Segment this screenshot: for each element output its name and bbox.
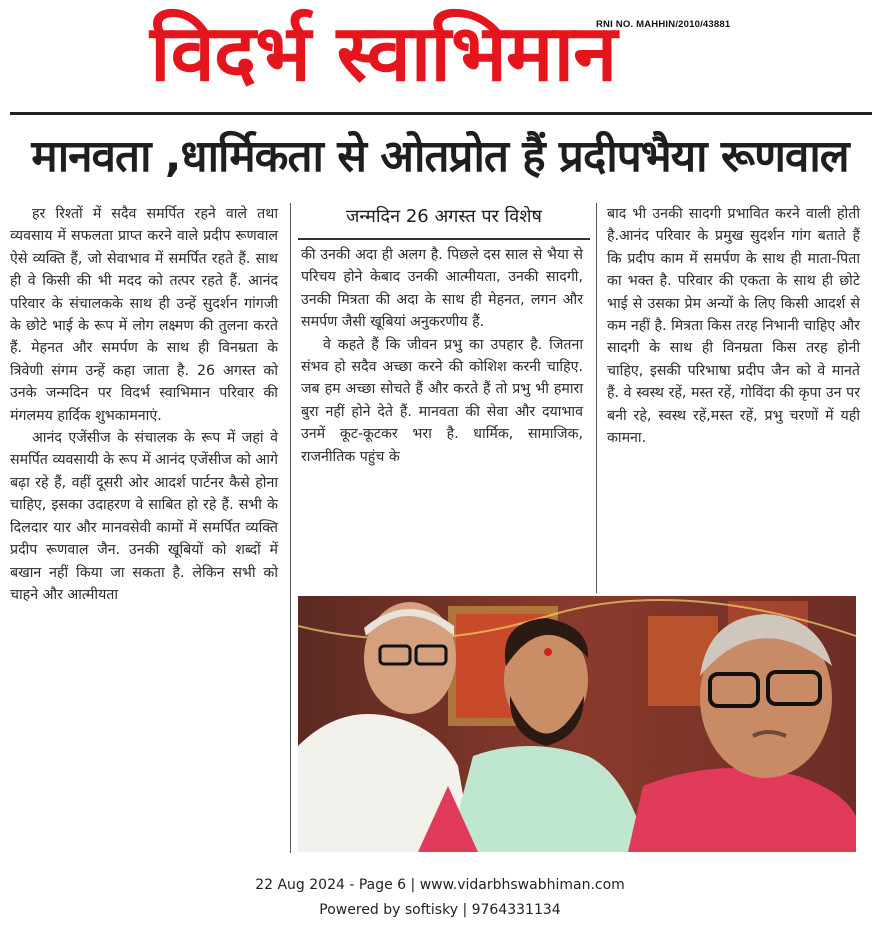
masthead: [0, 0, 880, 112]
article-column-3: [607, 203, 860, 449]
footer-line-2: Powered by softisky | 9764331134: [319, 902, 561, 918]
column-divider: [596, 203, 597, 593]
column-divider: [290, 203, 291, 853]
rni-number: RNI NO. MAHHIN/2010/43881: [596, 19, 731, 30]
article-column-1: [10, 203, 278, 606]
selfie-photo-illustration: [298, 596, 856, 852]
footer-line-1: 22 Aug 2024 - Page 6 | www.vidarbhswabhiman.com: [255, 877, 625, 893]
article-photo: [298, 596, 856, 852]
paragraph: वे कहते हैं कि जीवन प्रभु का उपहार है. जितना संभव हो सदैव अच्छा करने की कोशिश करनी चाहिए. जब हम अच्छा सोचते हैं और करते हैं तो प्रभु भी हमारा बुरा नहीं होने देते हैं. मानवता की सेवा और दयाभाव उनमें कूट-कूटकर भरा है. धार्मिक, सामाजिक, राजनीतिक पहुंच के: [301, 336, 583, 465]
article-headline: मानवता ,धार्मिकता से ओतप्रोत हैं प्रदीपभैया रूणवाल: [31, 131, 849, 182]
paragraph: आनंद एजेंसीज के संचालक के रूप में जहां वे समर्पित व्यवसायी के रूप में आनंद एजेंसीज को आगे बढ़ा रहे हैं, वहीं दूसरी ओर आदर्श पार्टनर कैसे होना चाहिए, इसका उदाहरण वे साबित हो रहे हैं. सभी के दिलदार यार और मानवसेवी कामों में समर्पित व्यक्ति प्रदीप रूणवाल जैन. उनकी खूबियों को शब्दों में बखान नहीं किया जा सकता है. लेकिन सभी को चाहने और आत्मीयता: [10, 430, 278, 603]
paragraph: हर रिश्तों में सदैव समर्पित रहने वाले तथा व्यवसाय में सफलता प्राप्त करने वाले प्रदीप रूणवाल ऐसे व्यक्ति हैं, जो सेवाभाव में समर्पित रहते हैं. साथ ही वे किसी की भी मदद को तत्पर रहते हैं. आनंद परिवार के संचालकके साथ ही उन्हें सुदर्शन गांगजी के छोटे भाई के रूप में लोग लक्ष्मण की तुलना करते हैं. मेहनत और समर्पण के साथ ही विनम्रता के त्रिवेणी संगम उन्हें कहा जाता है. 26 अगस्त को उनके जन्मदिन पर विदर्भ स्वाभिमान परिवार की मंगलमय हार्दिक शुभकामनाएं.: [10, 206, 278, 424]
paragraph: बाद भी उनकी सादगी प्रभावित करने वाली होती है.आनंद परिवार के प्रमुख सुदर्शन गांग बताते हैं कि प्रदीप काम में समर्पण के साथ ही माता-पिता का भक्त है. परिवार की एकता के साथ ही छोटे भाई से उसका प्रेम अन्यों के लिए किसी आदर्श से कम नहीं है. मित्रता किस तरह निभानी चाहिए और सादगी के साथ ही विनम्रता किस तरह होनी चाहिए, इसकी परिभाषा प्रदीप जैन को वे मानते हैं. वे स्वस्थ रहें, मस्त रहें, गोविंदा की कृपा उन पर बनी रहे, स्वस्थ रहें,मस्त रहें, प्रभु चरणों में यही कामना.: [607, 206, 860, 447]
masthead-rule: [10, 112, 872, 115]
article-column-2: [301, 244, 583, 468]
newspaper-logo: विदर्भ स्वाभिमान: [150, 9, 617, 99]
paragraph: की उनकी अदा ही अलग है. पिछले दस साल से भैया से परिचय होने केबाद उनकी आत्मीयता, उनकी सादगी, उनकी मित्रता की अदा के साथ ही मेहनत, लगन और समर्पण जैसी खूबियां अनुकरणीय हैं.: [301, 247, 583, 331]
article-subhead: जन्मदिन 26 अगस्त पर विशेष: [298, 200, 590, 240]
